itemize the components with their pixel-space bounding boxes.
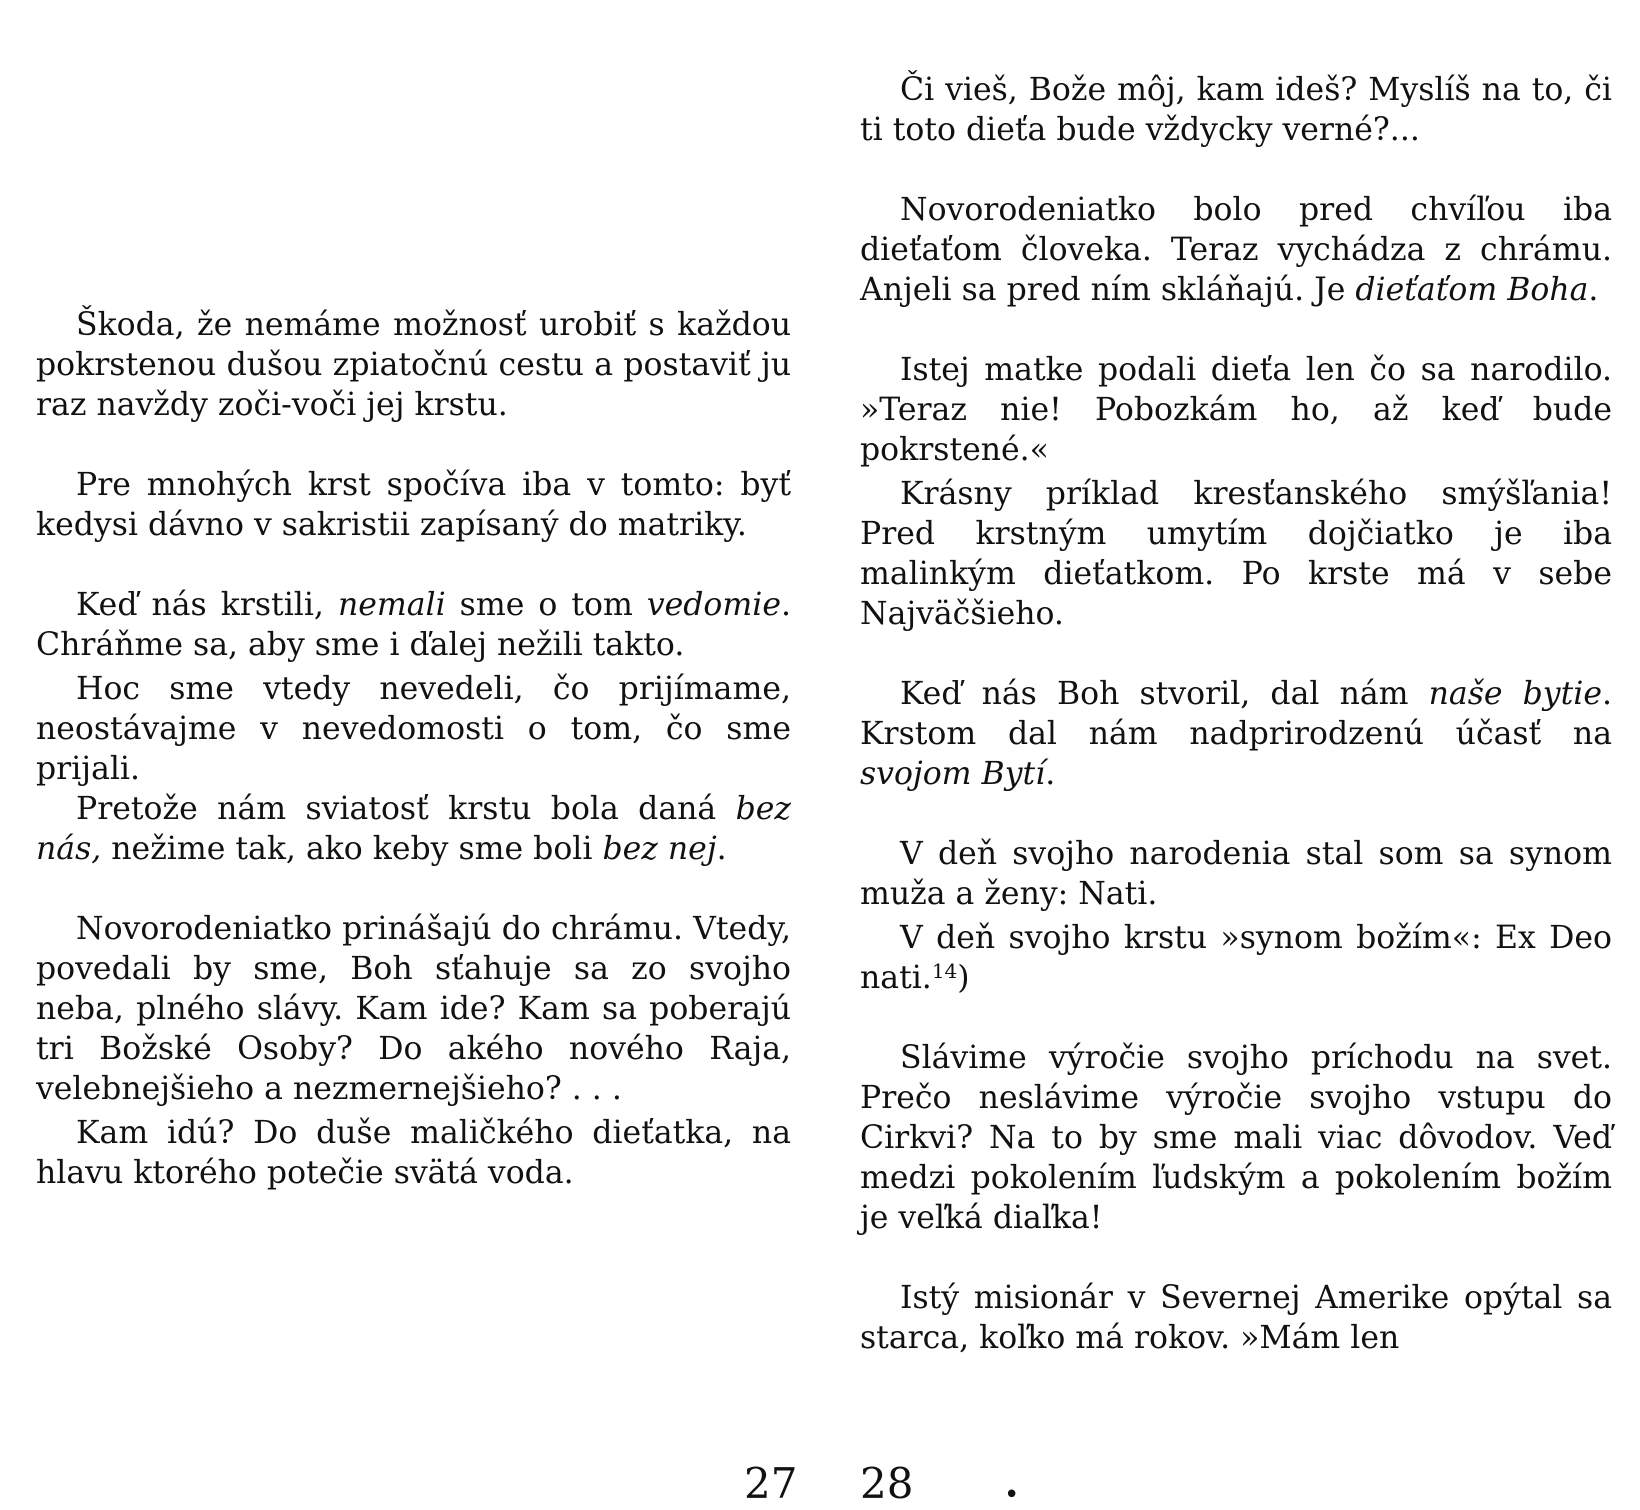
right-page-text [860, 70, 1612, 1358]
italic-text: nemali [337, 587, 446, 623]
paragraph: Škoda, že nemáme možnosť urobiť s každou pokrstenou dušou zpiatočnú cestu a postaviť ju raz navždy zoči-voči jej krstu. [36, 307, 791, 423]
paragraph: Istý misionár v Severnej Amerike opýtal sa starca, koľko má rokov. »Mám len [860, 1280, 1612, 1356]
paragraph-text: . Chráňme sa, aby sme i ďalej nežili takto. [36, 587, 791, 663]
paragraph: Či vieš, Bože môj, kam ideš? Myslíš na to, či ti toto dieťa bude vždycky verné?... [860, 72, 1612, 148]
paragraph: Istej matke podali dieťa len čo sa narodilo. »Teraz nie! Pobozkám ho, až keď bude pokrstené.« [860, 352, 1612, 468]
paragraph: Kam idú? Do duše maličkého dieťatka, na hlavu ktorého potečie svätá voda. [36, 1115, 791, 1191]
paragraph: Krásny príklad kresťanského smýšľania! Pred krstným umytím dojčiatko je iba malinkým dieťatkom. Po krste má v sebe Najväčšieho. [860, 476, 1612, 632]
italic-text: bez nás, [36, 791, 791, 867]
paragraph: V deň svojho narodenia stal som sa synom muža a ženy: Nati. [860, 836, 1612, 912]
page-number-left: 27 [744, 1459, 798, 1508]
stray-dot-mark: • [1004, 1480, 1020, 1510]
paragraph-text: ) [957, 960, 970, 996]
italic-text: naše bytie [1428, 676, 1602, 712]
paragraph-text: V deň svojho krstu »synom božím«: Ex Deo nati. [860, 920, 1612, 996]
paragraph-text: Keď nás Boh stvoril, dal nám [900, 676, 1429, 712]
paragraph-text: . [1588, 272, 1599, 308]
paragraph: Slávime výročie svojho príchodu na svet. Prečo neslávime výročie svojho vstupu do Cirkvi? Na to by sme mali viac dôvodov. Veď medzi pokolením ľudským a pokolením božím je veľká diaľka! [860, 1040, 1612, 1236]
paragraph: Novorodeniatko prinášajú do chrámu. Vtedy, povedali by sme, Boh sťahuje sa zo svojho neba, plného slávy. Kam ide? Kam sa poberajú tri Božské Osoby? Do akého nového Raja, velebnejšieho a nezmernejšieho? . . . [36, 911, 791, 1107]
paragraph [860, 674, 1612, 794]
italic-text: dieťaťom Boha [1355, 272, 1589, 308]
paragraph [860, 190, 1612, 310]
paragraph: Hoc sme vtedy nevedeli, čo prijímame, neostávajme v nevedomosti o tom, čo sme prijali. [36, 671, 791, 787]
italic-text: vedomie [646, 587, 781, 623]
left-page-text [36, 305, 791, 1193]
paragraph-text: . [716, 831, 727, 867]
page-number-right: 28 [860, 1459, 914, 1508]
paragraph-text: . [1045, 756, 1056, 792]
paragraph-text: nežime tak, ako keby sme boli [101, 831, 603, 867]
paragraph-text: Pretože nám sviatosť krstu bola daná [76, 791, 736, 827]
paragraph [36, 585, 791, 665]
paragraph [36, 789, 791, 869]
paragraph-text: Keď nás krstili, [76, 587, 338, 623]
italic-text: svojom Bytí [860, 756, 1046, 792]
paragraph-text: . Krstom dal nám nadprirodzenú účasť na [860, 676, 1612, 752]
italic-text: bez nej [602, 831, 717, 867]
paragraph-text: Novorodeniatko bolo pred chvíľou iba dieťaťom človeka. Teraz vychádza z chrámu. Anjeli sa pred ním skláňajú. Je [860, 192, 1612, 308]
paragraph-text: sme o tom [445, 587, 647, 623]
footnote-marker: 14 [931, 959, 958, 983]
paragraph [860, 918, 1612, 998]
paragraph: Pre mnohých krst spočíva iba v tomto: byť kedysi dávno v sakristii zapísaný do matriky. [36, 467, 791, 543]
